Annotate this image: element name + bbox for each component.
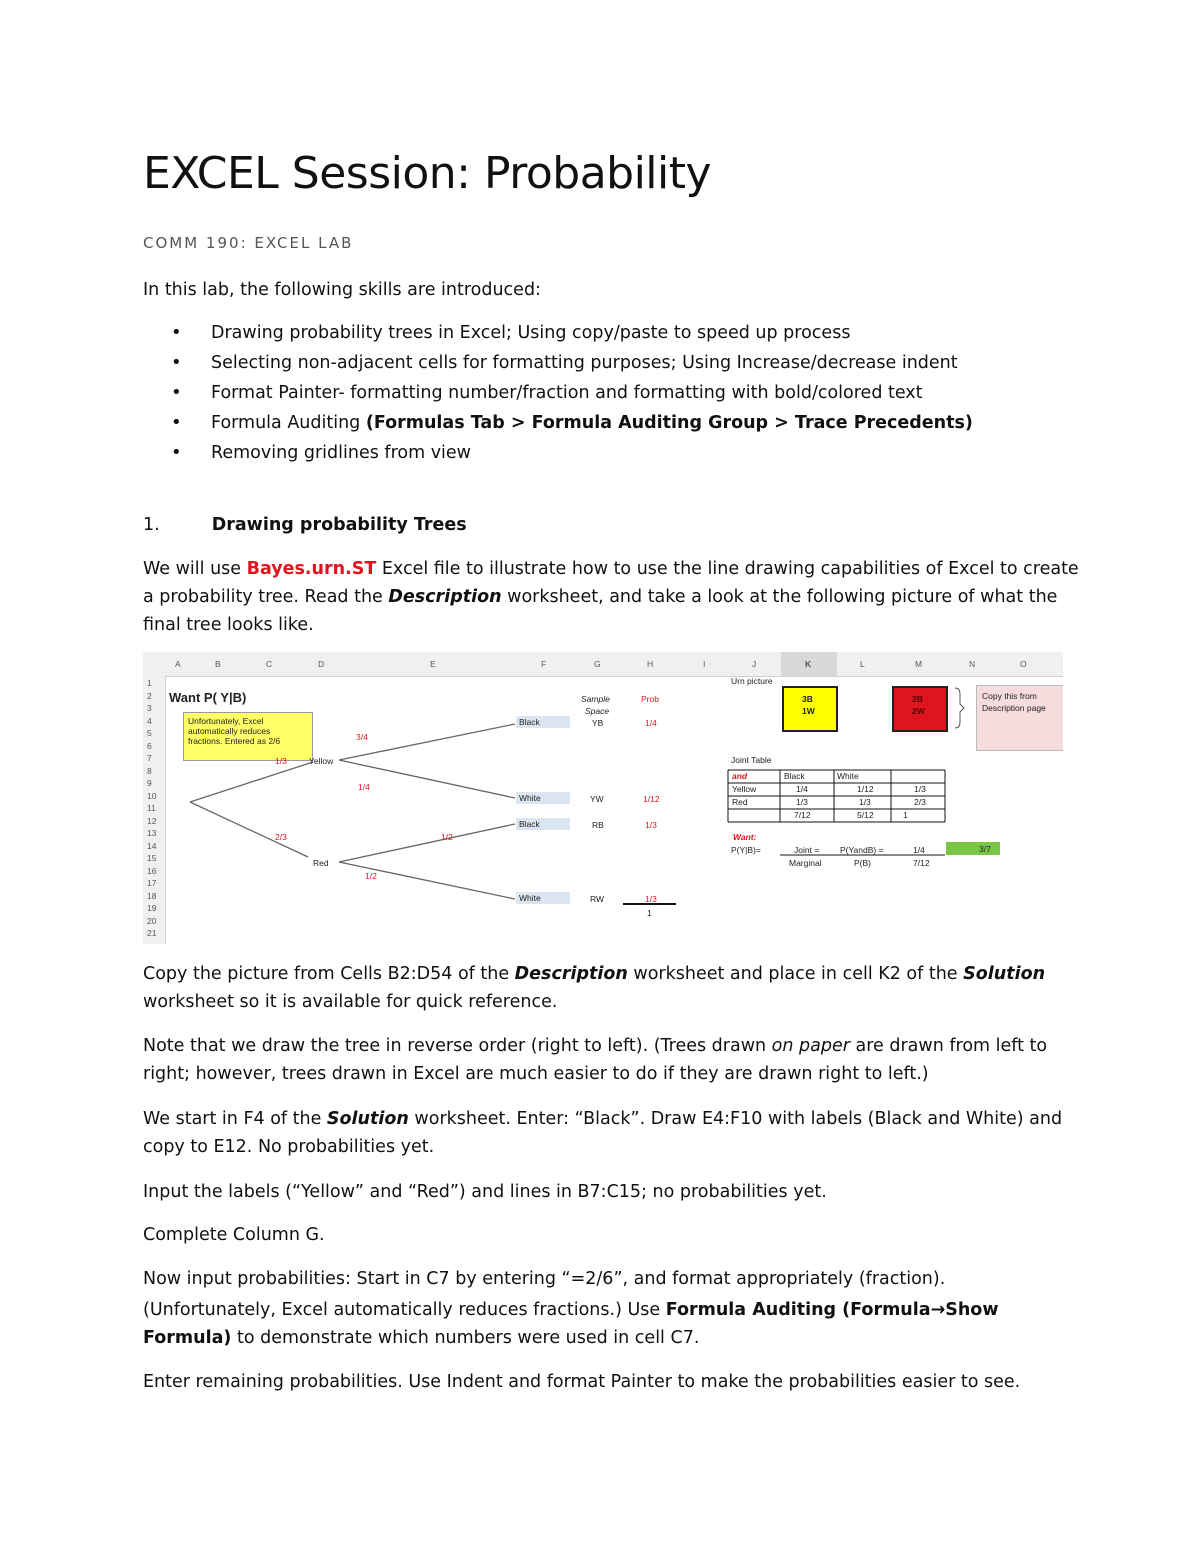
space-label: Space xyxy=(585,706,610,716)
paragraph-1 xyxy=(143,555,1083,639)
text: worksheet, and take a look at the following picture of what the xyxy=(501,587,1058,607)
col-header: A xyxy=(175,659,181,669)
skill-item: • Format Painter- formatting number/fraction and formatting with bold/colored text xyxy=(143,378,973,408)
bold-text: Show xyxy=(945,1300,999,1320)
prob-label: 1/3 xyxy=(275,756,287,766)
jt-cell: 1 xyxy=(903,810,908,820)
jt-cell: 1/12 xyxy=(857,784,874,794)
bold-text: Formula Auditing (Formula xyxy=(665,1300,931,1320)
paragraph-7: Now input probabilities: Start in C7 by entering “=2/6”, and format appropriately (fraction). xyxy=(143,1269,946,1289)
want-label: Want: xyxy=(733,832,757,842)
urn-red xyxy=(892,686,948,732)
pb-label: P(B) xyxy=(854,858,871,868)
section-number: 1. xyxy=(143,515,160,535)
paragraph-9: Enter remaining probabilities. Use Indent and format Painter to make the probabilities easier to see. xyxy=(143,1372,1021,1392)
cell-black xyxy=(516,716,570,728)
worksheet-name: Description xyxy=(388,587,502,607)
cell-text: White xyxy=(519,793,541,803)
outcome-prob: 1/12 xyxy=(643,794,660,804)
skill-text: Formula Auditing xyxy=(211,413,366,433)
text: Copy the picture from Cells B2:D54 of the xyxy=(143,964,515,984)
jt-cell: 7/12 xyxy=(794,810,811,820)
course-subtitle: COMM 190: EXCEL LAB xyxy=(143,234,354,252)
text: We will use xyxy=(143,559,247,579)
paragraph-2 xyxy=(143,960,1083,1016)
note-line: Unfortunately, Excel xyxy=(188,716,264,726)
col-header: B xyxy=(215,659,221,669)
text: Note that we draw the tree in reverse order (right to left). (Trees drawn xyxy=(143,1036,772,1056)
col-header: D xyxy=(318,659,325,669)
urn-title: Urn picture xyxy=(731,676,773,686)
worksheet-name: Solution xyxy=(963,964,1046,984)
jt-cell: Black xyxy=(784,771,805,781)
text: Excel file to illustrate how to use the line drawing capabilities of Excel to create xyxy=(376,559,1079,579)
skill-item: • Selecting non-adjacent cells for formatting purposes; Using Increase/decrease indent xyxy=(143,348,973,378)
prob-label: 3/4 xyxy=(356,732,368,742)
jt-cell: 2/3 xyxy=(914,797,926,807)
note-line: Copy this from xyxy=(982,691,1037,701)
paragraph-8 xyxy=(143,1296,1083,1352)
row-number: 8 xyxy=(147,765,152,776)
text: to demonstrate which numbers were used in cell C7. xyxy=(231,1328,700,1348)
col-header: C xyxy=(266,659,273,669)
skill-item xyxy=(143,408,973,438)
want-label: Want P( Y|B) xyxy=(169,690,247,705)
row-number: 2 xyxy=(147,690,152,701)
outcome-prob: 1/4 xyxy=(645,718,657,728)
italic-text: on paper xyxy=(771,1036,850,1056)
row-number: 7 xyxy=(147,753,152,763)
row-number: 4 xyxy=(147,715,152,726)
answer-cell xyxy=(946,842,1000,855)
row-number: 9 xyxy=(147,778,152,788)
text: are drawn from left to xyxy=(849,1036,1048,1056)
outcome-prob: 1/3 xyxy=(645,820,657,830)
text: final tree looks like. xyxy=(143,615,314,635)
jt-cell: 5/12 xyxy=(857,810,874,820)
text: worksheet. Enter: “Black”. Draw E4:F10 with labels (Black and White) and xyxy=(408,1109,1063,1129)
row-number: 5 xyxy=(147,728,152,738)
col-header: O xyxy=(1020,659,1027,669)
prob-label: 2/3 xyxy=(275,832,287,842)
note-line: automatically reduces xyxy=(188,726,271,736)
skill-item: • Drawing probability trees in Excel; Using copy/paste to speed up process xyxy=(143,318,973,348)
text: We start in F4 of the xyxy=(143,1109,327,1129)
worksheet-name: Description xyxy=(514,964,628,984)
col-header: L xyxy=(860,659,865,669)
prob-label: 1/4 xyxy=(358,782,370,792)
cell-white xyxy=(516,892,570,904)
jt-cell: 1/3 xyxy=(914,784,926,794)
jt-cell: White xyxy=(837,771,859,781)
prob-label: 1/2 xyxy=(441,832,453,842)
sample-label: Sample xyxy=(581,694,610,704)
cell-text: Black xyxy=(519,819,540,829)
jt-cell: 1/3 xyxy=(859,797,871,807)
urn-text: 2B xyxy=(912,694,923,704)
text: worksheet so it is available for quick reference. xyxy=(143,992,558,1012)
outcome-prob: 1/3 xyxy=(645,894,657,904)
note-line: fractions. Entered as 2/6 xyxy=(188,736,281,746)
row-number: 1 xyxy=(147,678,152,688)
paragraph-3 xyxy=(143,1032,1083,1088)
section-heading xyxy=(143,511,1083,539)
outcome: RB xyxy=(592,820,604,830)
marginal-label: Marginal xyxy=(789,858,822,868)
col-header: E xyxy=(430,659,436,669)
urn-text: 3B xyxy=(802,694,813,704)
row-number: 17 xyxy=(147,878,157,888)
skill-item: • Removing gridlines from view xyxy=(143,438,973,468)
outcome: YB xyxy=(592,718,604,728)
answer-text: 3/7 xyxy=(979,844,991,854)
cell-white xyxy=(516,792,570,804)
cell-text: Black xyxy=(519,717,540,727)
row-number: 12 xyxy=(147,815,157,826)
value: 7/12 xyxy=(913,858,930,868)
jt-cell: 1/3 xyxy=(796,797,808,807)
jt-cell: Yellow xyxy=(732,784,757,794)
row-number: 14 xyxy=(147,840,157,851)
note-line: Description page xyxy=(982,703,1046,713)
row-number: 3 xyxy=(147,703,152,713)
copy-note-box xyxy=(976,685,1063,751)
row-number: 10 xyxy=(147,790,157,801)
row-number: 11 xyxy=(147,803,156,813)
urn-text: 1W xyxy=(802,706,815,716)
col-header: M xyxy=(915,659,923,669)
row-number: 15 xyxy=(147,853,157,863)
arrow-icon: → xyxy=(930,1300,946,1320)
skills-list xyxy=(143,318,973,468)
row-number: 18 xyxy=(147,890,157,901)
row-number: 21 xyxy=(147,928,157,938)
outcome: RW xyxy=(590,894,605,904)
branch-label: Yellow xyxy=(309,756,334,766)
branch-label: Red xyxy=(313,858,329,868)
urn-text: 2W xyxy=(912,706,925,716)
prob-label: 1/2 xyxy=(365,871,377,881)
pyandb-label: P(YandB) = xyxy=(840,845,884,855)
pyb-label: P(Y|B)= xyxy=(731,845,761,855)
row-number: 19 xyxy=(147,903,157,913)
row-number: 16 xyxy=(147,865,157,876)
joint-table-title: Joint Table xyxy=(731,755,772,765)
outcome: YW xyxy=(590,794,604,804)
page-title: EXCEL Session: Probability xyxy=(143,148,712,199)
col-header: K xyxy=(805,659,812,669)
jt-cell: and xyxy=(732,771,748,781)
col-header: I xyxy=(703,659,706,669)
jt-cell: Red xyxy=(732,797,748,807)
paragraph-4 xyxy=(143,1105,1083,1161)
col-header: N xyxy=(969,659,976,669)
row-number: 6 xyxy=(147,740,152,751)
row-number: 13 xyxy=(147,828,157,838)
text: a probability tree. Read the xyxy=(143,587,389,607)
bold-text: Formula) xyxy=(143,1328,232,1348)
worksheet-name: Solution xyxy=(326,1109,409,1129)
row-number: 20 xyxy=(147,915,157,926)
paragraph-5: Input the labels (“Yellow” and “Red”) and lines in B7:C15; no probabilities yet. xyxy=(143,1182,827,1202)
joint-label: Joint = xyxy=(794,845,820,855)
col-header: H xyxy=(647,659,654,669)
paragraph-6: Complete Column G. xyxy=(143,1225,325,1245)
value: 1/4 xyxy=(913,845,925,855)
col-header: G xyxy=(594,659,601,669)
spreadsheet-picture xyxy=(143,652,1063,944)
text: (Unfortunately, Excel automatically reduces fractions.) Use xyxy=(143,1300,666,1320)
file-name: Bayes.urn.ST xyxy=(246,559,377,579)
text: right; however, trees drawn in Excel are much easier to do if they are drawn right to left.) xyxy=(143,1064,929,1084)
col-header: F xyxy=(541,659,547,669)
col-header: J xyxy=(752,659,757,669)
intro-text: In this lab, the following skills are introduced: xyxy=(143,280,541,300)
prob-label: Prob xyxy=(641,694,659,704)
section-title: Drawing probability Trees xyxy=(211,515,467,535)
cell-black xyxy=(516,818,570,830)
text: worksheet and place in cell K2 of the xyxy=(627,964,964,984)
skill-bold-text: (Formulas Tab > Formula Auditing Group > Trace Precedents) xyxy=(365,413,973,433)
text: copy to E12. No probabilities yet. xyxy=(143,1137,435,1157)
total: 1 xyxy=(647,908,652,918)
cell-text: White xyxy=(519,893,541,903)
jt-cell: 1/4 xyxy=(796,784,808,794)
note-box xyxy=(183,712,313,761)
urn-yellow xyxy=(782,686,838,732)
